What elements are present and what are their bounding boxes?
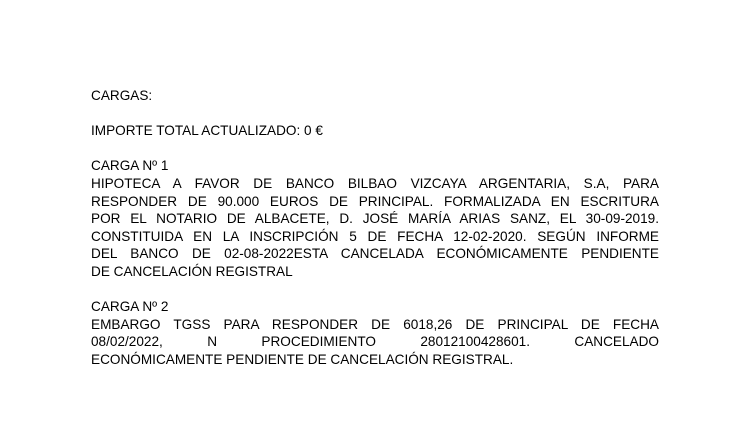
carga-2 xyxy=(91,298,659,368)
importe-total: IMPORTE TOTAL ACTUALIZADO: 0 € xyxy=(91,123,323,139)
cargas-heading: CARGAS: xyxy=(91,88,153,103)
carga-2-line-1: EMBARGO TGSS PARA RESPONDER DE 6018,26 DE PRINCIPAL DE FECHA xyxy=(91,316,659,332)
document-body xyxy=(91,87,659,369)
carga-1-line-4: CONSTITUIDA EN LA INSCRIPCIÓN 5 DE FECHA 12-02-2020. SEGÚN INFORME xyxy=(91,228,659,244)
carga-2-line-3: ECONÓMICAMENTE PENDIENTE DE CANCELACIÓN REGISTRAL. xyxy=(91,351,514,367)
carga-1-line-3: POR EL NOTARIO DE ALBACETE, D. JOSÉ MARÍA ARIAS SANZ, EL 30-09-2019. xyxy=(91,211,659,227)
carga-1-line-2: RESPONDER DE 90.000 EUROS DE PRINCIPAL. FORMALIZADA EN ESCRITURA xyxy=(91,193,659,209)
carga-2-line-2: 08/02/2022, N PROCEDIMIENTO 28012100428601. CANCELADO xyxy=(91,334,659,350)
carga-1-line-1: HIPOTECA A FAVOR DE BANCO BILBAO VIZCAYA ARGENTARIA, S.A, PARA xyxy=(91,175,659,191)
spacer xyxy=(91,140,659,158)
carga-1-line-5: DEL BANCO DE 02-08-2022ESTA CANCELADA ECONÓMICAMENTE PENDIENTE xyxy=(91,246,659,262)
carga-1 xyxy=(91,157,659,280)
carga-1-line-6: DE CANCELACIÓN REGISTRAL xyxy=(91,263,293,279)
spacer xyxy=(91,105,659,123)
carga-1-title: CARGA Nº 1 xyxy=(91,158,169,174)
carga-2-title: CARGA Nº 2 xyxy=(91,299,169,315)
spacer xyxy=(91,281,659,299)
